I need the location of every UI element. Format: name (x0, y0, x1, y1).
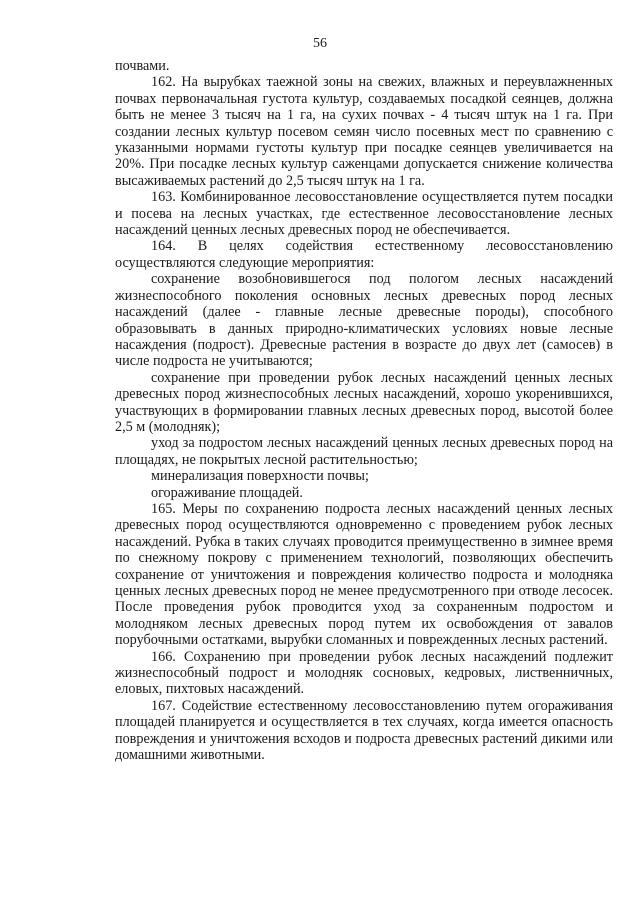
document-body (115, 58, 613, 763)
list-item: уход за подростом лесных насаждений ценных лесных древесных пород на площадях, не покрытых лесной растительностью; (115, 435, 613, 468)
paragraph-162: 162. На вырубках таежной зоны на свежих, влажных и переувлажненных почвах первоначальная густота культур, создаваемых посадкой сеянцев, должна быть не менее 3 тысяч на 1 га, на сухих почвах - 4 тысяч штук на 1 га. При создании лесных культур посевом семян число посевных мест по сравнению с указанными нормами густоты культур при посадке сеянцев увеличивается на 20%. При посадке лесных культур саженцами допускается снижение количества высаживаемых растений до 2,5 тысяч штук на 1 га. (115, 74, 613, 189)
paragraph-165: 165. Меры по сохранению подроста лесных насаждений ценных лесных древесных пород осуществляются одновременно с проведением рубок лесных насаждений. Рубка в таких случаях проводится преимущественно в зимнее время по снежному покрову с применением технологий, позволяющих обеспечить сохранение от уничтожения и повреждения количество подроста и молодняка ценных лесных древесных пород не менее предусмотренного при отводе лесосек. После проведения рубок проводится уход за сохраненным подростом и молодняком лесных древесных пород путем их освобождения от завалов порубочными остатками, вырубки сломанных и поврежденных лесных растений. (115, 500, 613, 649)
paragraph-166: 166. Сохранению при проведении рубок лесных насаждений подлежит жизнеспособный подрост и молодняк сосновых, кедровых, лиственничных, еловых, пихтовых насаждений. (115, 648, 613, 698)
list-item: минерализация поверхности почвы; (151, 468, 369, 485)
paragraph-164: 164. В целях содействия естественному лесовосстановлению осуществляются следующие мероприятия: (115, 238, 613, 271)
paragraph-continuation: почвами. (115, 58, 170, 74)
list-item: сохранение возобновившегося под пологом лесных насаждений жизнеспособного поколения основных лесных древесных пород лесных насаждений (далее - главные лесные древесные породы), способного образовывать в данных природно-климатических условиях новые лесные насаждения (подрост). Древесные растения в возрасте до двух лет (самосев) в числе подроста не учитываются; (115, 271, 613, 370)
list-item: сохранение при проведении рубок лесных насаждений ценных лесных древесных пород жизнеспособных лесных насаждений, хорошо укоренившихся, участвующих в формировании главных лесных древесных пород, высотой более 2,5 м (молодняк); (115, 369, 613, 435)
paragraph-167: 167. Содействие естественному лесовосстановлению путем огораживания площадей планируется и осуществляется в тех случаях, когда имеется опасность повреждения и уничтожения всходов и подроста древесных растений дикими или домашними животными. (115, 697, 613, 764)
page-number: 56 (313, 36, 327, 51)
list-item: огораживание площадей. (151, 484, 303, 501)
paragraph-163: 163. Комбинированное лесовосстановление осуществляется путем посадки и посева на лесных участках, где естественное лесовосстановление лесных насаждений ценных лесных древесных пород не обеспечивается. (115, 189, 613, 239)
